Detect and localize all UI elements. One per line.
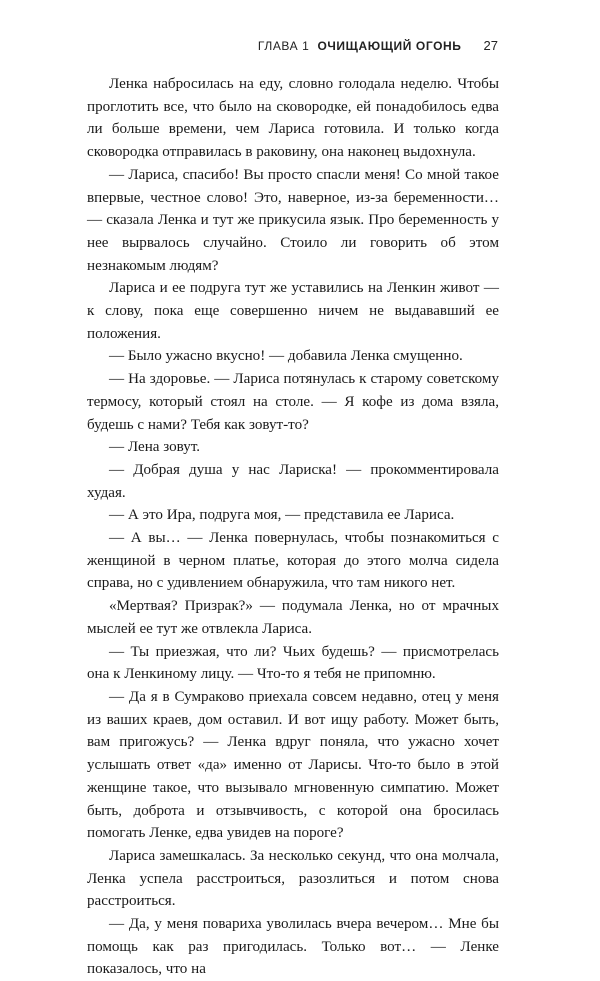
paragraph: — Было ужасно вкусно! — добавила Ленка смущенно. bbox=[109, 348, 463, 365]
running-header bbox=[88, 38, 498, 53]
body-text bbox=[87, 73, 499, 981]
paragraph: Лариса замешкалась. За несколько секунд, что она молчала, Ленка успела расстроиться, разозлиться и потом снова расстроиться. bbox=[87, 847, 499, 910]
paragraph: Лариса и ее подруга тут же уставились на Ленкин живот — к слову, пока еще совершенно ничем не выдававший ее положения. bbox=[87, 280, 499, 342]
chapter-label: ГЛАВА 1 bbox=[257, 39, 310, 53]
paragraph: — На здоровье. — Лариса потянулась к старому советскому термосу, который стоял на столе. — Я кофе из дома взяла, будешь с нами? Тебя как зовут-то? bbox=[87, 371, 499, 433]
paragraph: — Да, у меня повариха уволилась вчера вечером… Мне бы помощь как раз пригодилась. Только вот… — Ленке показалось, что на bbox=[87, 916, 499, 978]
paragraph: — Лена зовут. bbox=[109, 439, 201, 456]
chapter-title: ОЧИЩАЮЩИЙ ОГОНЬ bbox=[317, 39, 462, 53]
paragraph: — А это Ира, подруга моя, — представила ее Лариса. bbox=[109, 507, 455, 524]
paragraph: Ленка набросилась на еду, словно голодала неделю. Чтобы проглотить все, что было на сковородке, ей понадобилось едва ли больше времени, чем Лариса готовила. И только когда сковородка отправилась в раковину, она наконец выдохнула. bbox=[87, 76, 499, 161]
page-number: 27 bbox=[483, 38, 498, 53]
paragraph: «Мертвая? Призрак?» — подумала Ленка, но от мрачных мыслей ее тут же отвлекла Лариса. bbox=[87, 598, 499, 637]
paragraph: — Добрая душа у нас Лариска! — прокомментировала худая. bbox=[87, 461, 499, 501]
paragraph: — Да я в Сумраково приехала совсем недавно, отец у меня из ваших краев, дом оставил. И вот ищу работу. Может быть, вам пригожусь? — Ленка вдруг поняла, что ужасно хочет услышать ответ «да» именно от Ларисы. Что-то было в этой женщине такое, что вызывало мгновенную симпатию. Может быть, доброта и отзывчивость, с которой она бросилась помогать Ленке, едва увидев на пороге? bbox=[87, 688, 499, 842]
paragraph: — Лариса, спасибо! Вы просто спасли меня! Со мной такое впервые, честное слово! Это, наверное, из-за беременности… — сказала Ленка и тут же прикусила язык. Про беременность у нее вырвалось случайно. Стоило ли говорить об этом незнакомым людям? bbox=[87, 166, 499, 274]
paragraph: — Ты приезжая, что ли? Чьих будешь? — присмотрелась она к Ленкиному лицу. — Что-то я тебя не припомню. bbox=[87, 643, 499, 683]
paragraph: — А вы… — Ленка повернулась, чтобы познакомиться с женщиной в черном платье, которая до этого молча сидела справа, но с удивлением обнаружила, что там никого нет. bbox=[87, 530, 499, 592]
